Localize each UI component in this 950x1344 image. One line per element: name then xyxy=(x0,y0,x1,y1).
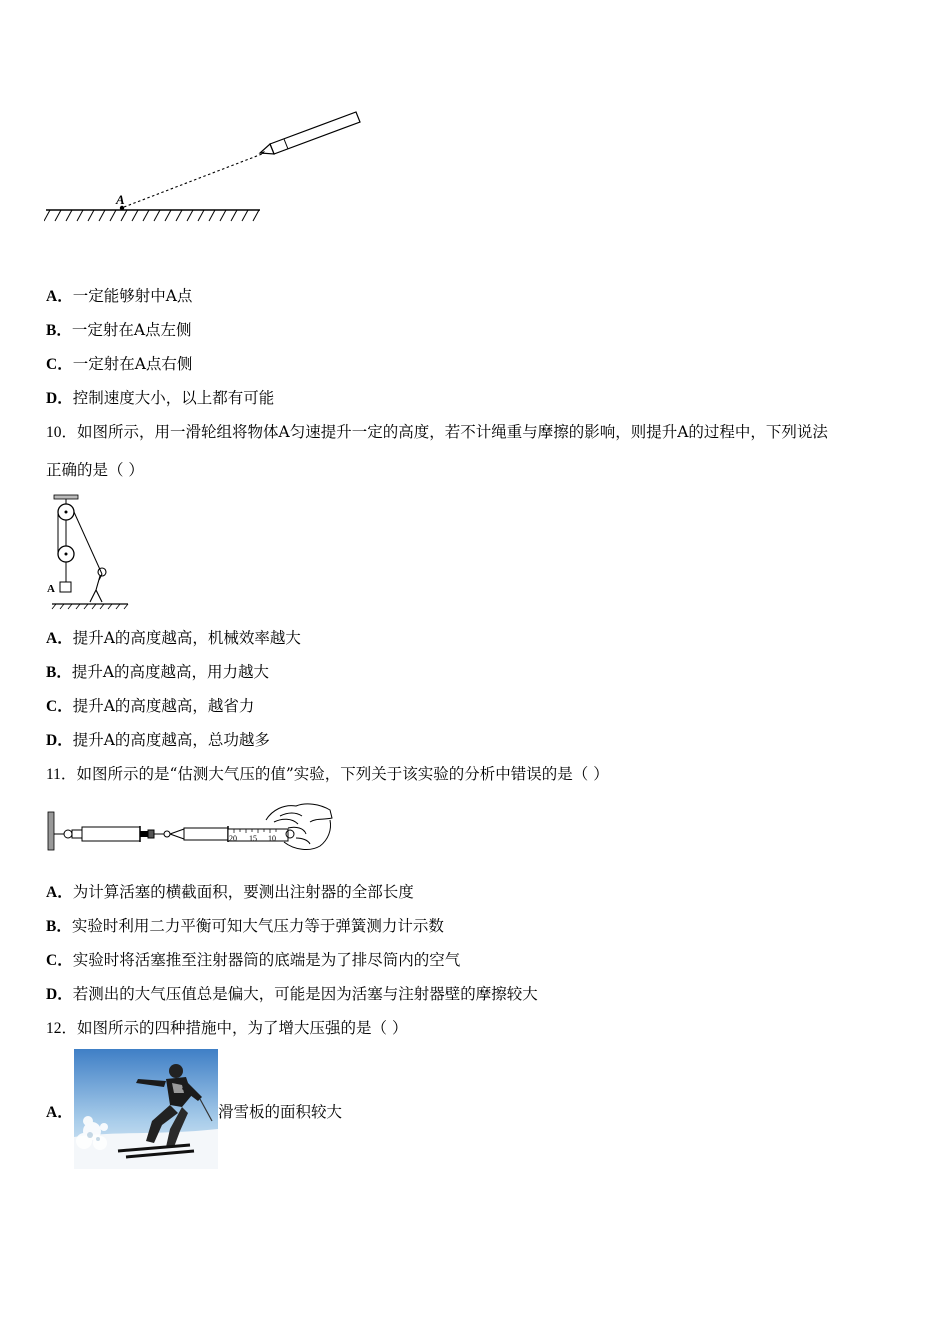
block-a-icon xyxy=(60,582,71,592)
option-letter: D． xyxy=(46,390,73,407)
option-text: 提升A的高度越高，越省力 xyxy=(72,697,255,715)
q9-option-d[interactable] xyxy=(46,388,274,409)
scale-label-10: 10 xyxy=(268,834,276,843)
option-text: 提升A的高度越高，用力越大 xyxy=(71,663,270,681)
option-text: 实验时将活塞推至注射器筒的底端是为了排尽筒内的空气 xyxy=(72,951,461,969)
option-letter: C． xyxy=(46,698,73,715)
q12-option-a-image[interactable] xyxy=(74,1049,218,1169)
q9-option-a[interactable] xyxy=(46,286,192,307)
option-text: 实验时利用二力平衡可知大气压力等于弹簧测力计示数 xyxy=(71,917,444,935)
option-letter: B． xyxy=(46,918,72,935)
option-text: 提升A的高度越高，总功越多 xyxy=(72,731,270,749)
q10-stem-line1 xyxy=(46,422,828,443)
syringe-icon xyxy=(72,826,170,842)
option-text: 一定射在A点右侧 xyxy=(72,355,193,373)
q12-option-a-letter[interactable] xyxy=(46,1102,73,1123)
person-icon xyxy=(90,568,106,602)
option-letter: A． xyxy=(46,1104,73,1121)
question-stem: 如图所示的是“估测大气压的值”实验，下列关于该实验的分析中错误的是（ ） xyxy=(76,765,609,783)
q10-option-b[interactable] xyxy=(46,662,269,683)
q10-stem-line2: 正确的是（ ） xyxy=(46,461,144,479)
option-letter: D． xyxy=(46,986,73,1003)
question-number: 11． xyxy=(46,766,77,783)
q11-option-a[interactable] xyxy=(46,882,414,903)
q10-option-a[interactable] xyxy=(46,628,301,649)
q9-option-c[interactable] xyxy=(46,354,192,375)
question-number: 12． xyxy=(46,1020,78,1037)
q10-option-d[interactable] xyxy=(46,730,270,751)
pulley-diagram xyxy=(44,492,134,614)
option-text: 控制速度大小，以上都有可能 xyxy=(72,389,275,407)
option-letter: B． xyxy=(46,322,72,339)
option-letter: C． xyxy=(46,952,73,969)
pen-icon xyxy=(260,112,360,154)
q11-figure xyxy=(44,798,336,860)
spring-scale-icon xyxy=(170,826,288,843)
option-text: 若测出的大气压值总是偏大，可能是因为活塞与注射器壁的摩擦较大 xyxy=(72,985,538,1003)
point-a-label: A xyxy=(116,192,125,207)
option-text: 提升A的高度越高，机械效率越大 xyxy=(72,629,301,647)
q9-option-b[interactable] xyxy=(46,320,192,341)
q9-figure xyxy=(44,108,366,230)
option-text: 一定能够射中A点 xyxy=(72,287,193,305)
q12-stem xyxy=(46,1018,407,1039)
option-letter: A． xyxy=(46,288,73,305)
option-letter: B． xyxy=(46,664,72,681)
option-text: 一定射在A点左侧 xyxy=(71,321,192,339)
option-text: 为计算活塞的横截面积，要测出注射器的全部长度 xyxy=(72,883,414,901)
question-stem: 如图所示，用一滑轮组将物体A匀速提升一定的高度，若不计绳重与摩擦的影响，则提升A的过程中，下列说法 xyxy=(77,423,828,441)
q11-option-c[interactable] xyxy=(46,950,460,971)
scale-label-20: 20 xyxy=(229,834,237,843)
option-letter: D． xyxy=(46,732,73,749)
q11-stem xyxy=(46,764,609,785)
question-stem: 如图所示的四种措施中，为了增大压强的是（ ） xyxy=(77,1019,408,1037)
pen-aim-diagram xyxy=(44,108,366,230)
option-letter: A． xyxy=(46,884,73,901)
q11-option-d[interactable] xyxy=(46,984,538,1005)
q11-option-b[interactable] xyxy=(46,916,444,937)
block-a-label: A xyxy=(47,583,55,595)
q12-option-a-text: 滑雪板的面积较大 xyxy=(218,1103,343,1121)
q10-option-c[interactable] xyxy=(46,696,254,717)
wall-icon xyxy=(48,812,54,850)
scale-label-15: 15 xyxy=(249,834,257,843)
syringe-diagram xyxy=(44,798,336,860)
option-letter: A． xyxy=(46,630,73,647)
question-number: 10． xyxy=(46,424,78,441)
option-letter: C． xyxy=(46,356,73,373)
skier-photo xyxy=(74,1049,218,1169)
q10-figure xyxy=(44,492,134,614)
